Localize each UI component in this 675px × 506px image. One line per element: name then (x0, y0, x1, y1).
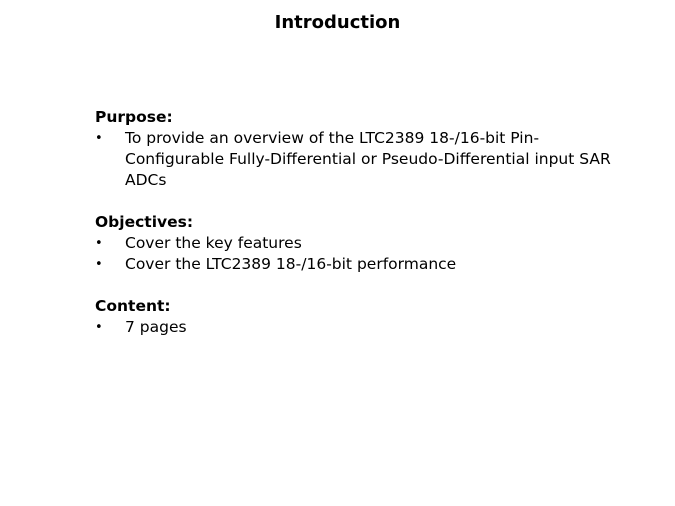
purpose-heading: Purpose: (95, 108, 173, 126)
bullet-icon: • (95, 131, 103, 146)
content-list (95, 317, 615, 338)
list-item (95, 128, 615, 191)
bullet-icon: • (95, 236, 103, 251)
list-item-text: Cover the LTC2389 18-/16-bit performance (125, 255, 457, 273)
list-item-text: Cover the key features (125, 234, 302, 252)
list-item (95, 254, 615, 275)
purpose-list (95, 128, 615, 191)
content-heading: Content: (95, 297, 171, 315)
objectives-list (95, 233, 615, 275)
list-item (95, 233, 615, 254)
list-item (95, 317, 615, 338)
objectives-heading: Objectives: (95, 213, 194, 231)
list-item-text: 7 pages (125, 318, 187, 336)
list-item-text: To provide an overview of the LTC2389 18-/16-bit Pin-Configurable Fully-Differential or Pseudo-Differential input SAR ADCs (125, 129, 611, 189)
slide-content (95, 107, 615, 359)
bullet-icon: • (95, 320, 103, 335)
objectives-section (95, 212, 615, 275)
slide-title: Introduction (274, 12, 401, 33)
content-section (95, 296, 615, 338)
bullet-icon: • (95, 257, 103, 272)
purpose-section (95, 107, 615, 191)
